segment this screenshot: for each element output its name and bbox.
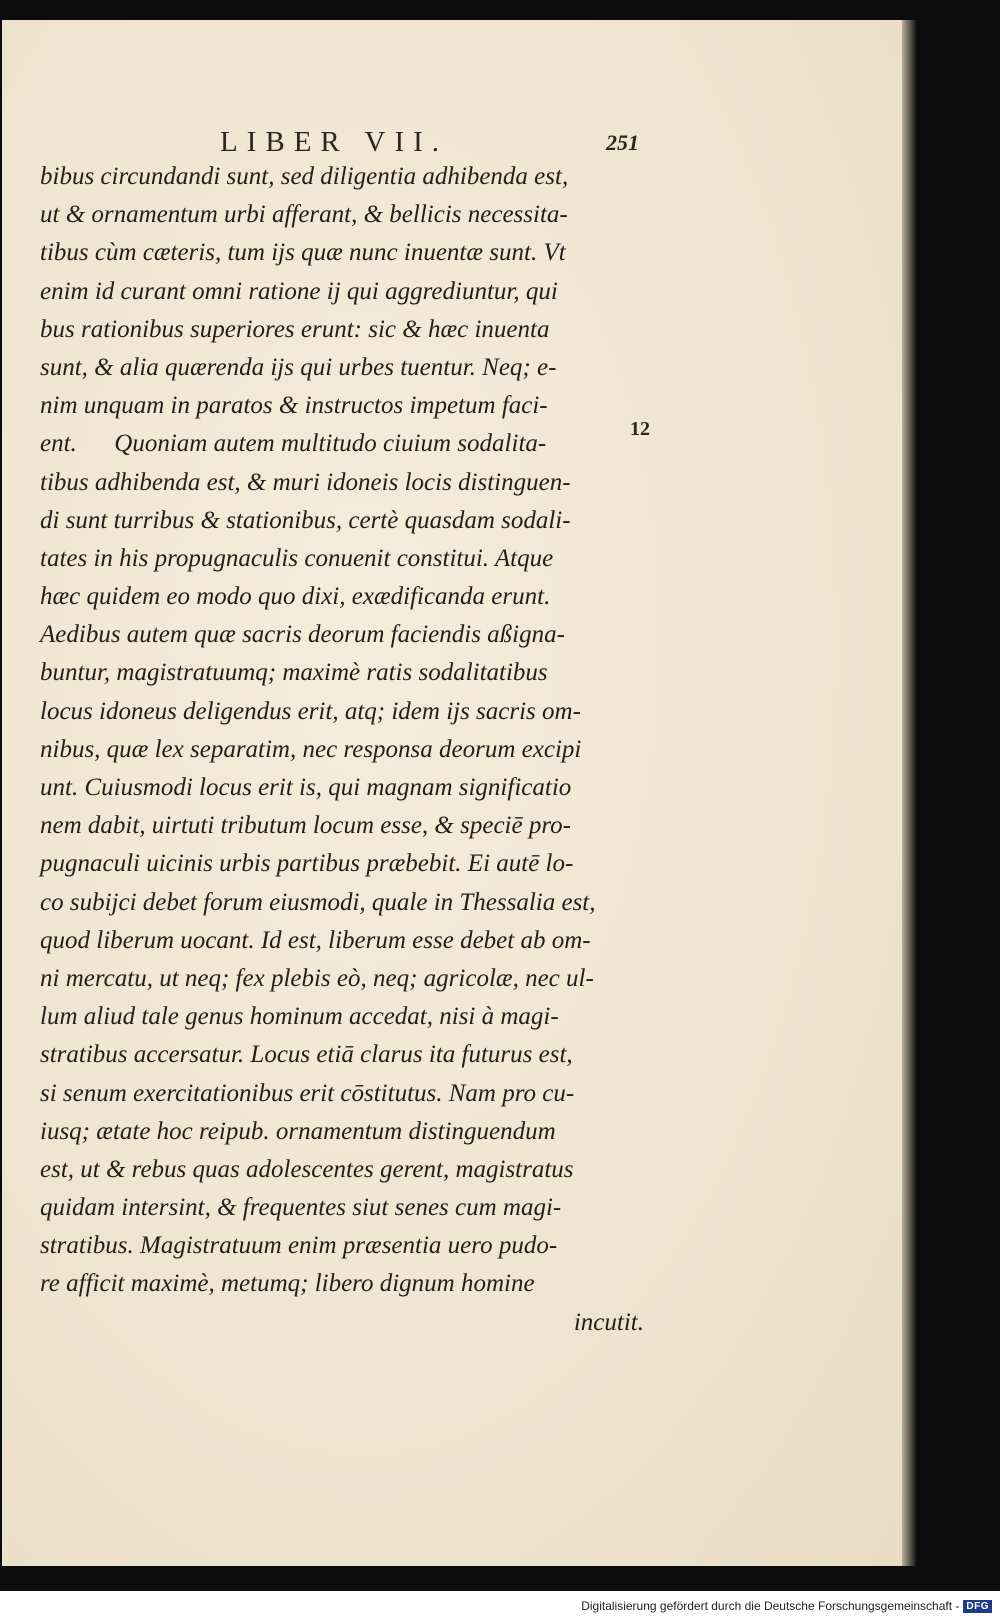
footer-text: Digitalisierung gefördert durch die Deutsche Forschungsgemeinschaft - bbox=[581, 1599, 960, 1613]
text-line: tibus cùm cæteris, tum ijs quæ nunc inuentæ sunt. Vt bbox=[40, 239, 566, 267]
text-line: co subijci debet forum eiusmodi, quale in Thessalia est, bbox=[40, 888, 596, 916]
text-line: di sunt turribus & stationibus, certè quasdam sodali- bbox=[40, 506, 571, 534]
text-line: buntur, magistratuumq; maximè ratis sodalitatibus bbox=[40, 659, 548, 687]
text-block bbox=[40, 158, 650, 1342]
book-page bbox=[2, 20, 903, 1566]
margin-note: 12 bbox=[630, 418, 650, 440]
footer bbox=[581, 1599, 992, 1613]
running-head: LIBER VII. bbox=[220, 126, 449, 158]
dfg-logo: DFG bbox=[963, 1600, 992, 1613]
text-line: ni mercatu, ut neq; fex plebis eò, neq; agricolæ, nec ul- bbox=[40, 964, 594, 992]
page-edge bbox=[902, 20, 916, 1566]
text-line-catchword: incutit. bbox=[573, 1308, 644, 1336]
text-line: quidam intersint, & frequentes siut senes cum magi- bbox=[40, 1194, 562, 1222]
text-line: stratibus accersatur. Locus etiā clarus ita futurus est, bbox=[40, 1041, 573, 1069]
text-line: bus rationibus superiores erunt: sic & hæc inuenta bbox=[40, 315, 550, 343]
text-line: tibus adhibenda est, & muri idoneis locis distinguen- bbox=[40, 468, 571, 496]
text-line: Aedibus autem quæ sacris deorum faciendis aßigna- bbox=[40, 621, 565, 649]
text-line: sunt, & alia quærenda ijs qui urbes tuentur. Neq; e- bbox=[40, 353, 557, 381]
text-line: nim unquam in paratos & instructos impetum faci- bbox=[40, 392, 548, 420]
text-line: locus idoneus deligendus erit, atq; idem ijs sacris om- bbox=[40, 697, 581, 725]
text-line: quod liberum uocant. Id est, liberum esse debet ab om- bbox=[40, 926, 591, 954]
page-number: 251 bbox=[606, 130, 639, 155]
text-line: ent. Quoniam autem multitudo ciuium sodalita- bbox=[40, 430, 547, 458]
text-line: enim id curant omni ratione ij qui aggrediuntur, qui bbox=[40, 277, 558, 305]
text-line: si senum exercitationibus erit cōstitutus. Nam pro cu- bbox=[40, 1079, 575, 1107]
text-line: bibus circundandi sunt, sed diligentia adhibenda est, bbox=[40, 163, 569, 190]
text-line: pugnaculi uicinis urbis partibus præbebit. Ei autē lo- bbox=[40, 850, 574, 878]
text-line: unt. Cuiusmodi locus erit is, qui magnam significatio bbox=[40, 774, 572, 801]
text-line: hæc quidem eo modo quo dixi, exædificanda erunt. bbox=[40, 583, 551, 611]
text-line: stratibus. Magistratuum enim præsentia uero pudo- bbox=[40, 1232, 558, 1260]
text-line: est, ut & rebus quas adolescentes gerent, magistratus bbox=[40, 1155, 574, 1183]
text-line: nibus, quæ lex separatim, nec responsa deorum excipi bbox=[40, 735, 582, 763]
text-line: re afficit maximè, metumq; libero dignum homine bbox=[40, 1270, 535, 1298]
text-line: ut & ornamentum urbi afferant, & bellicis necessita- bbox=[40, 201, 568, 229]
text-line: tates in his propugnaculis conuenit constitui. Atque bbox=[40, 544, 554, 572]
text-line: iusq; ætate hoc reipub. ornamentum distinguendum bbox=[40, 1117, 556, 1145]
text-line: lum aliud tale genus hominum accedat, nisi à magi- bbox=[40, 1003, 559, 1031]
text-line: nem dabit, uirtuti tributum locum esse, & speciē pro- bbox=[40, 812, 571, 840]
